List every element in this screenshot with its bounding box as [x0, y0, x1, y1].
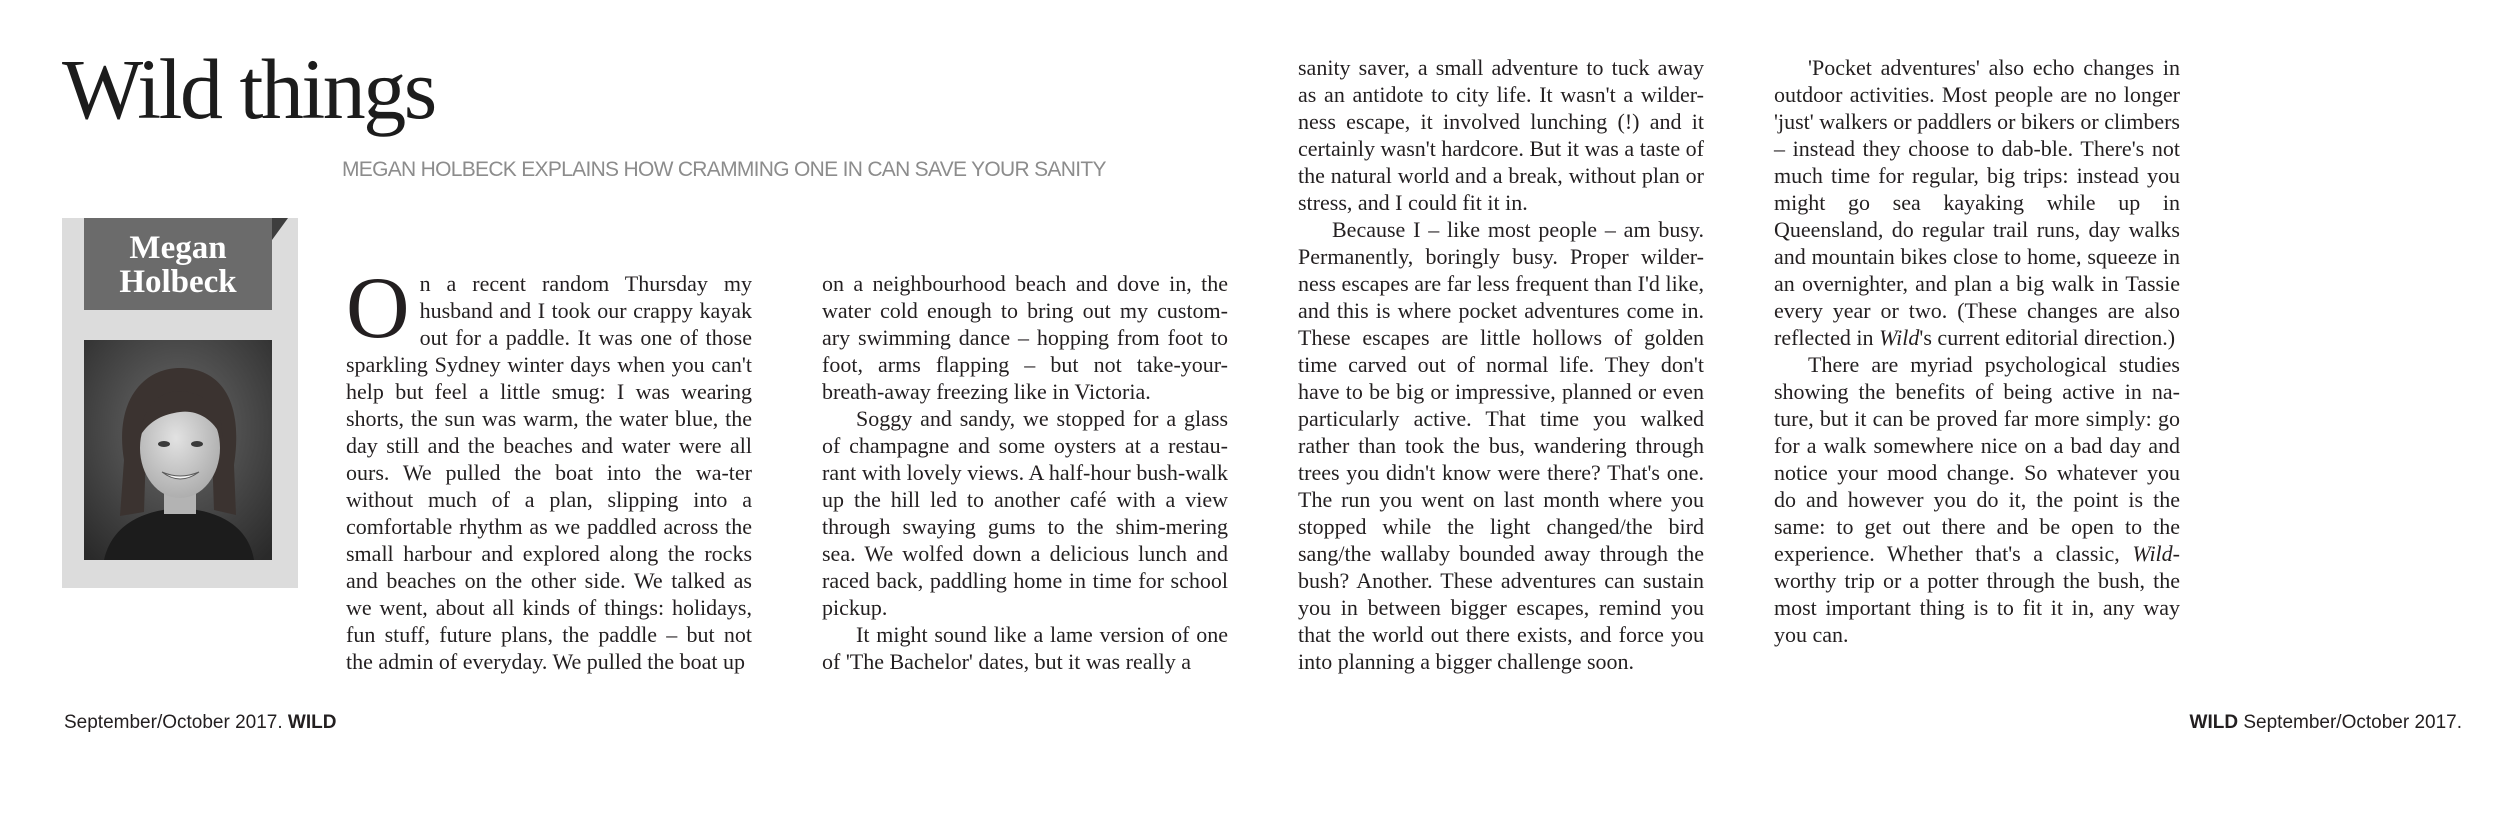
magazine-name-italic: Wild	[2132, 541, 2173, 566]
paragraph: Soggy and sandy, we stopped for a glass of champagne and some oysters at a restau-rant with lovely views. A half-hour bush-walk up the hill led to another café with a view through swaying gums to the shim-mering sea. We wolfed down a delicious lunch and raced back, paddling home in time for school pickup.	[822, 406, 1228, 620]
column-4	[1774, 54, 2180, 648]
column-3	[1298, 54, 1704, 675]
paragraph: It might sound like a lame version of one of 'The Bachelor' dates, but it was really a	[822, 622, 1228, 674]
footer-magazine: WILD	[287, 712, 337, 733]
column-1	[346, 260, 752, 675]
paragraph-text: -worthy trip or a potter through the bush, the most important thing is to fit it in, any way you can.	[1774, 541, 2180, 647]
footer-date: September/October 2017.	[2243, 712, 2462, 733]
paragraph-text: 's current editorial direction.)	[1919, 325, 2176, 350]
paragraph	[1774, 54, 2180, 351]
author-photo	[84, 340, 272, 560]
paragraph-text: There are myriad psychological studies showing the benefits of being active in na-ture, but it can be proved far more simply: go for a walk somewhere nice on a bad day and notice your mood change. So whatever you do and however you do it, the point is the same: to get out there and be open to the experience. Whether that's a classic,	[1774, 352, 2180, 566]
paragraph: sanity saver, a small adventure to tuck away as an antidote to city life. It wasn't a wilder-ness escape, it involved lunching (!) and it certainly wasn't hardcore. But it was a taste of the natural world and a break, without plan or stress, and I could fit it in.	[1298, 55, 1704, 215]
column-2	[822, 270, 1228, 675]
author-tag-fold	[272, 218, 288, 240]
paragraph	[346, 260, 752, 675]
paragraph	[1774, 351, 2180, 648]
paragraph: Because I – like most people – am busy. Permanently, boringly busy. Proper wilder-ness escapes are far less frequent than I'd like, and this is where pocket adventures come in. These escapes are little hollows of golden time carved out of normal life. They don't have to be big or impressive, planned or even particularly active. That time you walked rather than took the bus, wandering through trees you didn't know were there? That's one. The run you went on last month where you stopped while the light changed/the bird sang/the wallaby bounded away through the bush? Another. These adventures can sustain you in between bigger escapes, remind you that the world out there exists, and force you into planning a bigger challenge soon.	[1298, 217, 1704, 674]
author-last-name: Holbeck	[119, 264, 237, 300]
footer-date: September/October 2017.	[64, 712, 283, 733]
article-subtitle: MEGAN HOLBECK EXPLAINS HOW CRAMMING ONE IN CAN SAVE YOUR SANITY	[342, 158, 1106, 181]
footer-magazine: WILD	[2189, 712, 2239, 733]
paragraph-text: 'Pocket adventures' also echo changes in outdoor activities. Most people are no longer 'just' walkers or paddlers or bikers or climbers – instead they choose to dab-ble. There's not much time for regular, big trips: instead you might go sea kayaking while up in Queensland, do regular trail runs, day walks and mountain bikes close to home, squeeze in an overnighter, and plan a big walk in Tassie every year or two. (These changes are also reflected in	[1774, 55, 2180, 350]
author-box	[62, 218, 298, 588]
magazine-name-italic: Wild	[1879, 325, 1920, 350]
author-name-tag	[84, 218, 272, 310]
article-title: Wild things	[62, 41, 435, 137]
footer-left	[64, 712, 336, 734]
drop-cap: O	[346, 260, 410, 357]
footer-right	[2190, 712, 2462, 734]
author-first-name: Megan	[129, 230, 227, 266]
paragraph-text: n a recent random Thursday my husband and I took our crappy kayak out for a paddle. It was one of those sparkling Sydney winter days when you can't help but feel a little smug: I was wearing shorts, the sun was warm, the water blue, the day still and the beaches and water were all ours. We pulled the boat into the wa-ter without much of a plan, slipping into a comfortable rhythm as we paddled across the small harbour and explored along the rocks and beaches on the other side. We talked as we went, about all kinds of things: holidays, fun stuff, future plans, the paddle – but not the admin of everyday. We pulled the boat up	[346, 271, 752, 674]
author-portrait-image	[84, 340, 272, 560]
paragraph: on a neighbourhood beach and dove in, the water cold enough to bring out my custom-ary swimming dance – hopping from foot to foot, arms flapping – but not take-your-breath-away freezing like in Victoria.	[822, 271, 1228, 404]
